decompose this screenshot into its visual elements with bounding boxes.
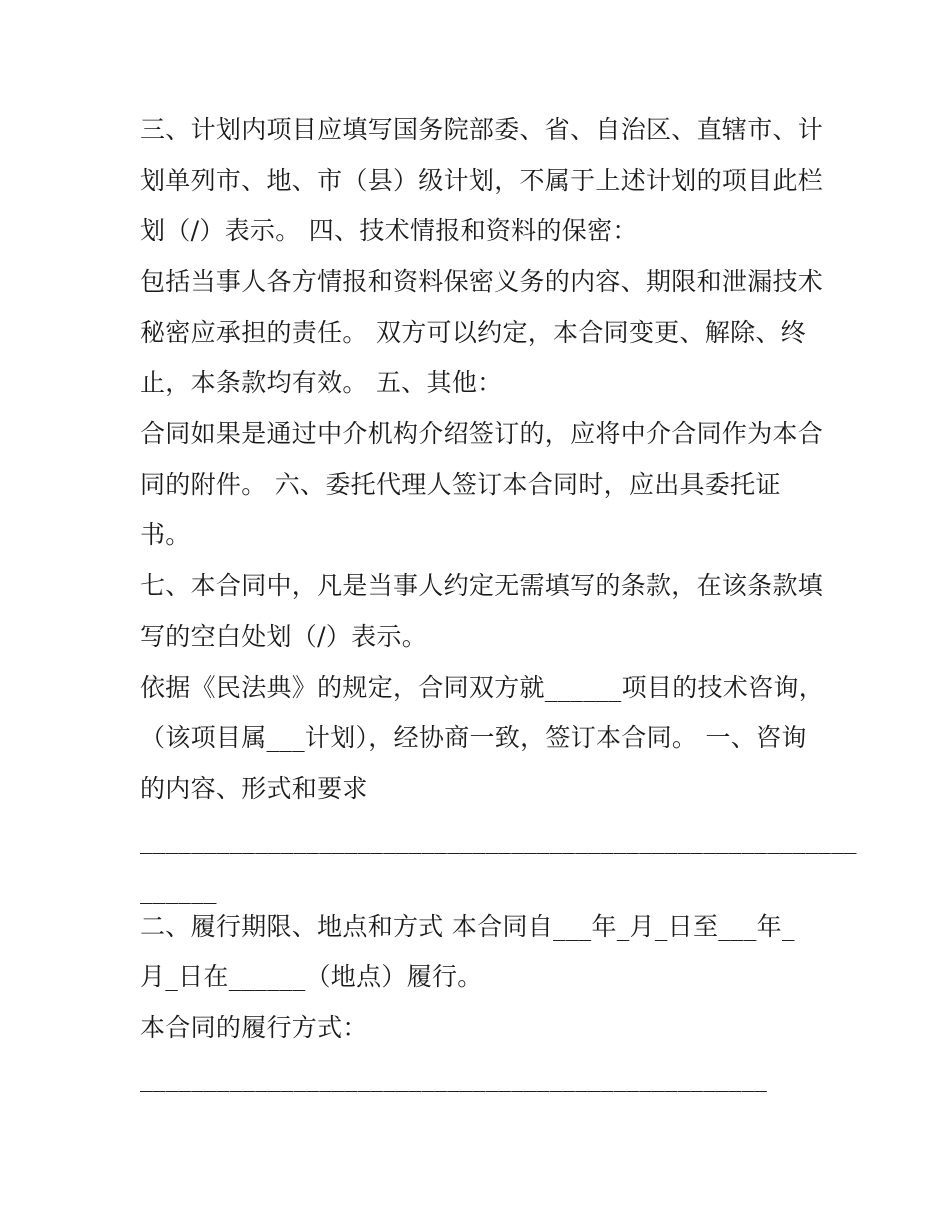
text-line: 本合同的履行方式： [140,1013,368,1042]
text-line: 依据《民法典》的规定，合同双方就______项目的技术咨询， [140,673,825,702]
text-line: 秘密应承担的责任。 双方可以约定，本合同变更、解除、终 [140,318,807,347]
blank-fill-line: ______ [140,875,217,904]
text-line: 书。 [140,520,191,549]
text-line: 合同如果是通过中介机构介绍签订的，应将中介合同作为本合 [140,419,824,448]
text-line: 的内容、形式和要求 [140,774,368,803]
text-line: 划单列市、地、市（县）级计划，不属于上述计划的项目此栏 [140,166,824,195]
blank-fill-line: ________________________________________________________ [140,825,857,854]
text-line: 同的附件。 六、委托代理人签订本合同时，应出具委托证 [140,470,781,499]
text-line: 止，本条款均有效。 五、其他： [140,368,503,397]
text-line: 划（/）表示。 四、技术情报和资料的保密： [140,216,638,245]
blank-fill-line: _________________________________________________ [140,1063,768,1092]
text-line: 包括当事人各方情报和资料保密义务的内容、期限和泄漏技术 [140,267,824,296]
text-line: 写的空白处划（/）表示。 [140,622,428,651]
text-line: 月_日在______（地点）履行。 [140,962,483,991]
text-line: 七、本合同中，凡是当事人约定无需填写的条款，在该条款填 [140,571,824,600]
text-line: 二、履行期限、地点和方式 本合同自___年_月_日至___年_ [140,912,795,941]
text-line: 三、计划内项目应填写国务院部委、省、自治区、直辖市、计 [140,115,824,144]
text-line: （该项目属___计划），经协商一致，签订本合同。 一、咨询 [140,723,807,752]
